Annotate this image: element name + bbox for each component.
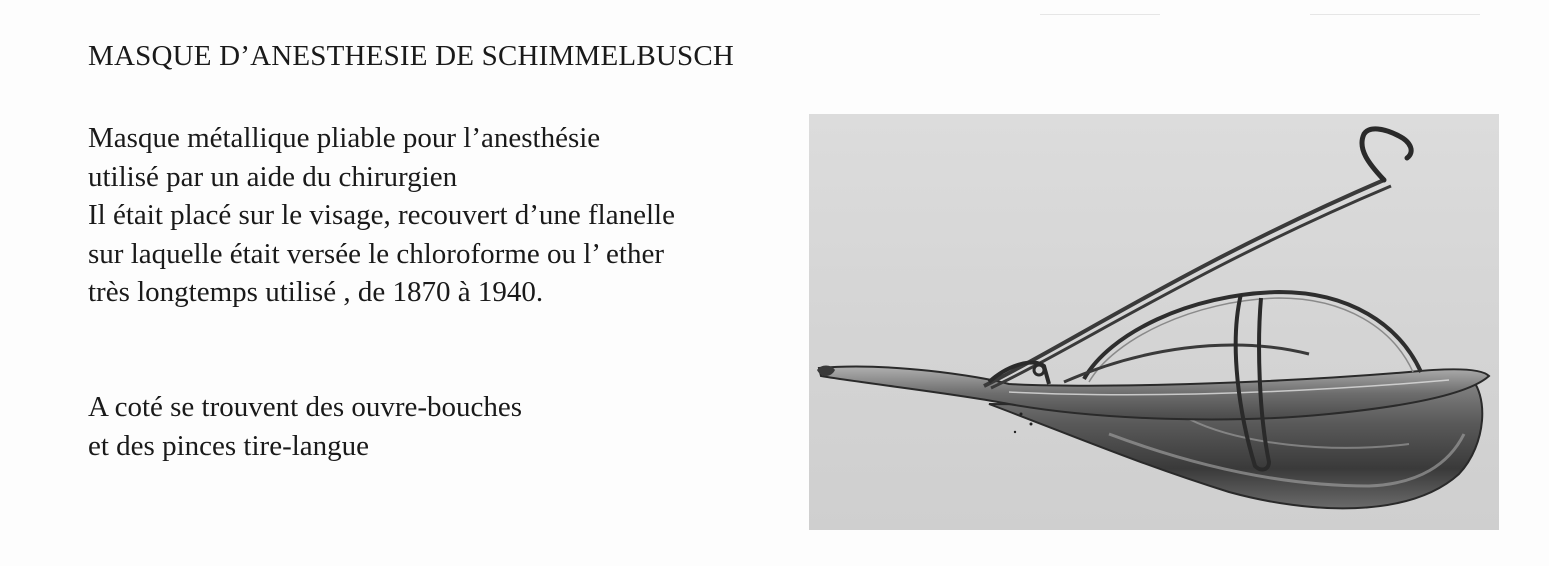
note-paragraph [88, 388, 522, 465]
document-title: MASQUE D’ANESTHESIE DE SCHIMMELBUSCH [88, 40, 735, 72]
text-line: Masque métallique pliable pour l’anesthésie [88, 122, 601, 154]
text-line: A coté se trouvent des ouvre-bouches [88, 391, 523, 423]
schimmelbusch-mask-drawing [809, 114, 1499, 530]
mask-illustration [809, 114, 1499, 530]
text-line: sur laquelle était versée le chloroforme ou l’ ether [88, 237, 664, 270]
description-paragraph [88, 119, 675, 312]
text-line: et des pinces tire-langue [88, 429, 370, 462]
scan-artifact [1040, 14, 1160, 15]
text-line: Il était placé sur le visage, recouvert d’une flanelle [88, 199, 675, 231]
text-line: utilisé par un aide du chirurgien [88, 160, 458, 193]
scan-artifact [1310, 14, 1480, 15]
text-line: très longtemps utilisé , de 1870 à 1940. [88, 276, 544, 308]
